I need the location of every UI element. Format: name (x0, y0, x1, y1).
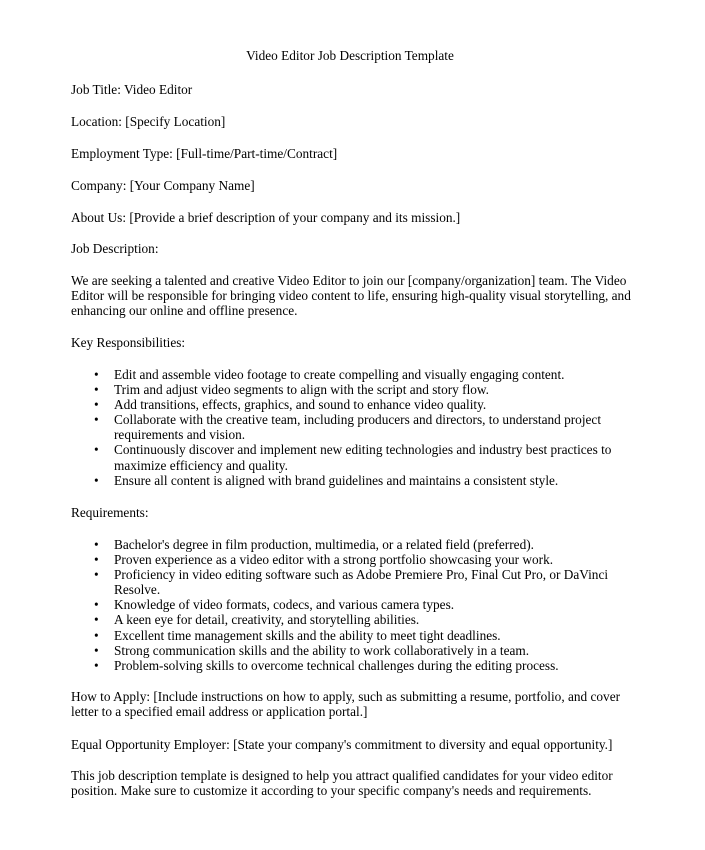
requirement-item-text: Proven experience as a video editor with a strong portfolio showcasing your work. (114, 552, 554, 568)
responsibility-item-text: Collaborate with the creative team, including producers and directors, to understand project requirements and vision. (114, 412, 602, 443)
requirement-item-text: Strong communication skills and the ability to work collaboratively in a team. (114, 642, 530, 658)
company-field: Company: [Your Company Name] (71, 178, 255, 193)
bullet-icon: • (94, 627, 99, 643)
responsibility-item-text: Edit and assemble video footage to create compelling and visually engaging content. (114, 367, 565, 382)
bullet-icon: • (94, 397, 99, 413)
bullet-icon: • (94, 367, 99, 382)
location-field: Location: [Specify Location] (71, 114, 226, 129)
requirement-item (71, 537, 641, 552)
bullet-icon: • (94, 567, 99, 583)
bullet-icon: • (94, 537, 99, 552)
document-title: Video Editor Job Description Template (246, 48, 454, 63)
bullet-icon: • (94, 612, 99, 628)
responsibility-item-text: Trim and adjust video segments to align with the script and story flow. (114, 382, 489, 398)
requirement-item-text: Bachelor's degree in film production, multimedia, or a related field (preferred). (114, 537, 534, 552)
responsibilities-list (71, 367, 641, 488)
requirement-item (71, 612, 641, 627)
responsibility-item-text: Ensure all content is aligned with brand guidelines and maintains a consistent style. (114, 472, 559, 488)
requirement-item (71, 658, 641, 673)
responsibilities-heading: Key Responsibilities: (71, 335, 186, 350)
how-to-apply-text: How to Apply: [Include instructions on how to apply, such as submitting a resume, portfolio, and cover letter to a specified email address or application portal.] (71, 689, 621, 720)
bullet-icon: • (94, 657, 99, 673)
requirement-item (71, 552, 641, 567)
responsibility-item-text: Continuously discover and implement new editing technologies and industry best practices to maximize efficiency and quality. (114, 442, 612, 473)
requirement-item (71, 643, 641, 658)
responsibility-item (71, 442, 641, 472)
responsibility-item (71, 382, 641, 397)
requirements-list (71, 537, 641, 673)
equal-opportunity-text: Equal Opportunity Employer: [State your company's commitment to diversity and equal opportunity.] (71, 737, 613, 752)
bullet-icon: • (94, 472, 99, 488)
requirement-item-text: Knowledge of video formats, codecs, and various camera types. (114, 597, 455, 613)
about-us-field: About Us: [Provide a brief description of your company and its mission.] (71, 210, 461, 225)
bullet-icon: • (94, 597, 99, 613)
requirement-item (71, 567, 641, 597)
responsibility-item (71, 473, 641, 488)
job-description-text: We are seeking a talented and creative Video Editor to join our [company/organization] team. The Video Editor will be responsible for bringing video content to life, ensuring high-quality visual storytelling, and enhancing our online and offline presence. (71, 273, 631, 319)
bullet-icon: • (94, 412, 99, 428)
bullet-icon: • (94, 382, 99, 398)
responsibility-item (71, 367, 641, 382)
responsibility-item (71, 397, 641, 412)
requirement-item-text: Excellent time management skills and the ability to meet tight deadlines. (114, 627, 501, 643)
bullet-icon: • (94, 642, 99, 658)
employment-type-field: Employment Type: [Full-time/Part-time/Contract] (71, 146, 338, 161)
requirement-item-text: Proficiency in video editing software such as Adobe Premiere Pro, Final Cut Pro, or DaVinci Resolve. (114, 567, 609, 598)
requirement-item-text: Problem-solving skills to overcome technical challenges during the editing process. (114, 657, 559, 673)
responsibility-item (71, 412, 641, 442)
closing-note-text: This job description template is designed to help you attract qualified candidates for your video editor position. Make sure to customize it according to your specific company's needs and requirements. (71, 768, 613, 799)
requirement-item-text: A keen eye for detail, creativity, and storytelling abilities. (114, 612, 420, 628)
bullet-icon: • (94, 442, 99, 458)
job-description-heading: Job Description: (71, 241, 159, 256)
requirement-item (71, 597, 641, 612)
bullet-icon: • (94, 552, 99, 568)
requirement-item (71, 628, 641, 643)
responsibility-item-text: Add transitions, effects, graphics, and sound to enhance video quality. (114, 397, 487, 413)
requirements-heading: Requirements: (71, 505, 149, 520)
job-title-field: Job Title: Video Editor (71, 82, 193, 97)
